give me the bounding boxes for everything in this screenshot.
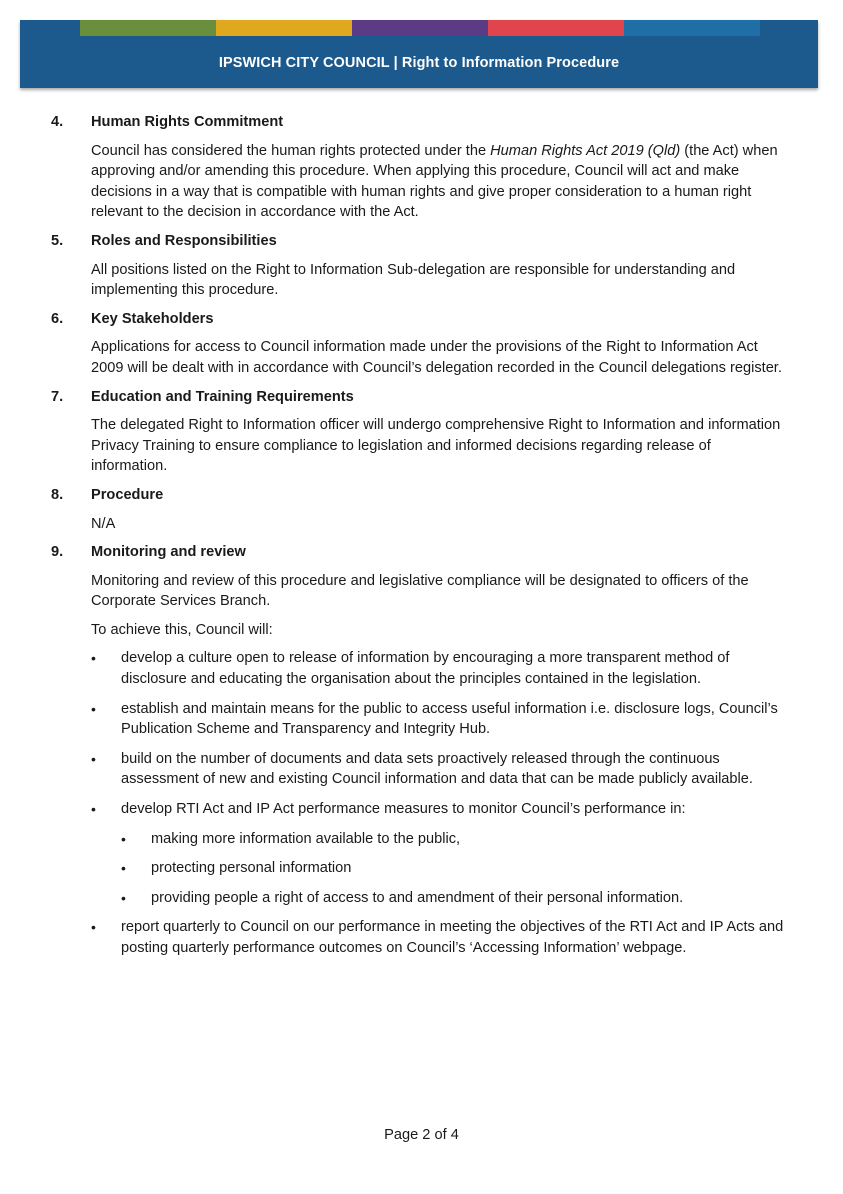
section-paragraph: [91, 141, 786, 223]
page-number: Page 2 of 4: [384, 1127, 459, 1143]
list-item-text: providing people a right of access to and amendment of their personal information.: [151, 889, 684, 906]
list-item: [91, 648, 786, 689]
list-item-text: protecting personal information: [151, 860, 352, 877]
section-paragraph: N/A: [91, 515, 116, 532]
header-banner: [20, 20, 818, 88]
section-heading: [51, 309, 786, 330]
stripe-purple: [352, 20, 488, 36]
section-number: 5.: [51, 232, 64, 249]
bullet-icon: •: [121, 830, 126, 847]
section-number: 8.: [51, 486, 64, 503]
section-heading: [51, 112, 786, 133]
paragraph-text: (the Act) when approving and/or amending this procedure. When applying this procedure, Council will act and make decisions in a way that is compatible with human rights and give proper consideration to a human right relevant to the decision in accordance with the Act.: [91, 142, 778, 221]
bullet-icon: •: [91, 700, 96, 717]
section-heading: [51, 231, 786, 252]
document-body: [51, 112, 786, 968]
act-title: Human Rights Act 2019 (Qld): [490, 142, 681, 159]
section-paragraph: All positions listed on the Right to Information Sub-delegation are responsible for understanding and implementing this procedure.: [91, 261, 736, 299]
list-item-text: establish and maintain means for the public to access useful information i.e. disclosure logs, Council’s Publication Scheme and Transparency and Integrity Hub.: [121, 700, 778, 738]
stripe-yellow: [216, 20, 352, 36]
sub-list-item: [121, 888, 786, 909]
list-item: [91, 799, 786, 820]
list-item-text: develop a culture open to release of information by encouraging a more transparent method of disclosure and educating the organisation about the principles contained in the legislation.: [121, 650, 730, 688]
section-paragraph: The delegated Right to Information officer will undergo comprehensive Right to Information and information Privacy Training to ensure compliance to legislation and informed decisions regarding release of information.: [91, 417, 781, 475]
stripe-green: [80, 20, 216, 36]
document-title: IPSWICH CITY COUNCIL | Right to Information Procedure: [218, 55, 620, 71]
stripe-red: [488, 20, 624, 36]
section-heading: [51, 542, 786, 563]
stripe-blue: [624, 20, 760, 36]
sub-list-item: [121, 858, 786, 879]
bullet-icon: •: [91, 801, 96, 818]
bullet-icon: •: [91, 650, 96, 667]
section-heading: [51, 485, 786, 506]
section-title: Roles and Responsibilities: [91, 232, 277, 249]
sub-list-item: [121, 829, 786, 850]
section-number: 9.: [51, 544, 64, 561]
section-title: Education and Training Requirements: [91, 388, 354, 405]
bullet-icon: •: [91, 750, 96, 767]
list-item-text: making more information available to the public,: [151, 830, 461, 847]
section-number: 4.: [51, 114, 64, 130]
section-number: 7.: [51, 388, 64, 405]
section-title: Monitoring and review: [91, 544, 246, 561]
section-title: Procedure: [91, 486, 164, 503]
list-item-text: develop RTI Act and IP Act performance measures to monitor Council’s performance in:: [121, 801, 686, 818]
list-item-text: report quarterly to Council on our performance in meeting the objectives of the RTI Act and IP Acts and posting quarterly performance outcomes on Council’s ‘Accessing Information’ webpage.: [121, 919, 784, 956]
section-heading: [51, 387, 786, 408]
list-item-text: build on the number of documents and data sets proactively released through the continuous assessment of new and existing Council information and data that can be made publicly available.: [121, 750, 753, 788]
list-item: [91, 749, 786, 790]
color-stripes: [80, 20, 816, 36]
section-title: Key Stakeholders: [91, 310, 214, 327]
section-paragraph: Applications for access to Council information made under the provisions of the Right to Information Act 2009 will be dealt with in accordance with Council’s delegation recorded in the Council delegations register.: [91, 339, 782, 376]
bullet-icon: •: [121, 860, 126, 877]
bullet-icon: •: [121, 889, 126, 906]
section-paragraph: To achieve this, Council will:: [91, 621, 273, 638]
list-item: [91, 699, 786, 740]
section-paragraph: Monitoring and review of this procedure and legislative compliance will be designated to officers of the Corporate Services Branch.: [91, 572, 749, 610]
section-number: 6.: [51, 310, 64, 327]
section-title: Human Rights Commitment: [91, 114, 284, 130]
bullet-icon: •: [91, 919, 96, 936]
list-item: [91, 917, 786, 958]
paragraph-text: Council has considered the human rights protected under the: [91, 142, 491, 159]
